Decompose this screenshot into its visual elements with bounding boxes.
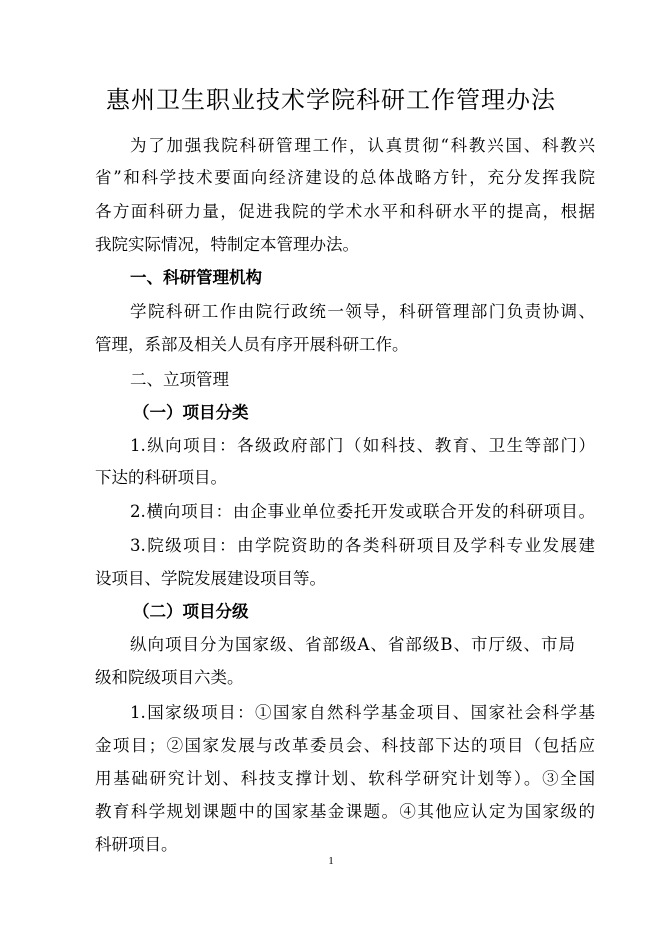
document-title: 惠州卫生职业技术学院科研工作管理办法 (106, 86, 556, 114)
paragraph-line: 级和院级项目六类。 (95, 668, 244, 687)
paragraph-line: 我院实际情况，特制定本管理办法。 (95, 235, 359, 254)
paragraph-line: 学院科研工作由院行政统一领导，科研管理部门负责协调、 (130, 302, 595, 321)
paragraph-line: 3.院级项目：由学院资助的各类科研项目及学科专业发展建 (130, 536, 595, 555)
section-heading: 二、立项管理 (130, 370, 229, 389)
paragraph-line: 省”和科学技术要面向经济建设的总体战略方针，充分发挥我院 (95, 168, 595, 187)
page-number: 1 (328, 855, 334, 867)
paragraph-line: 各方面科研力量，促进我院的学术水平和科研水平的提高，根据 (95, 202, 595, 221)
paragraph-line: 纵向项目分为国家级、省部级A、省部级B、市厅级、市局 (130, 635, 575, 654)
paragraph-line: 1.纵向项目：各级政府部门（如科技、教育、卫生等部门） (130, 436, 595, 455)
paragraph-line: 金项目；②国家发展与改革委员会、科技部下达的项目（包括应 (95, 736, 595, 755)
paragraph-line: 2.横向项目：由企事业单位委托开发或联合开发的科研项目。 (130, 502, 595, 521)
paragraph-line: 设项目、学院发展建设项目等。 (95, 569, 326, 588)
subsection-heading: （一）项目分类 (133, 403, 249, 422)
paragraph-line: 科研项目。 (95, 835, 178, 854)
paragraph-line: 教育科学规划课题中的国家基金课题。④其他应认定为国家级的 (95, 802, 595, 821)
subsection-heading: （二）项目分级 (133, 602, 249, 621)
section-heading: 一、科研管理机构 (130, 268, 262, 287)
paragraph-line: 下达的科研项目。 (95, 468, 227, 487)
paragraph-line: 管理，系部及相关人员有序开展科研工作。 (95, 335, 409, 354)
paragraph-line: 为了加强我院科研管理工作，认真贯彻“科教兴国、科教兴 (130, 136, 595, 155)
paragraph-line: 用基础研究计划、科技支撑计划、软科学研究计划等）。③全国 (95, 769, 595, 788)
paragraph-line: 1.国家级项目：①国家自然科学基金项目、国家社会科学基 (130, 703, 595, 722)
